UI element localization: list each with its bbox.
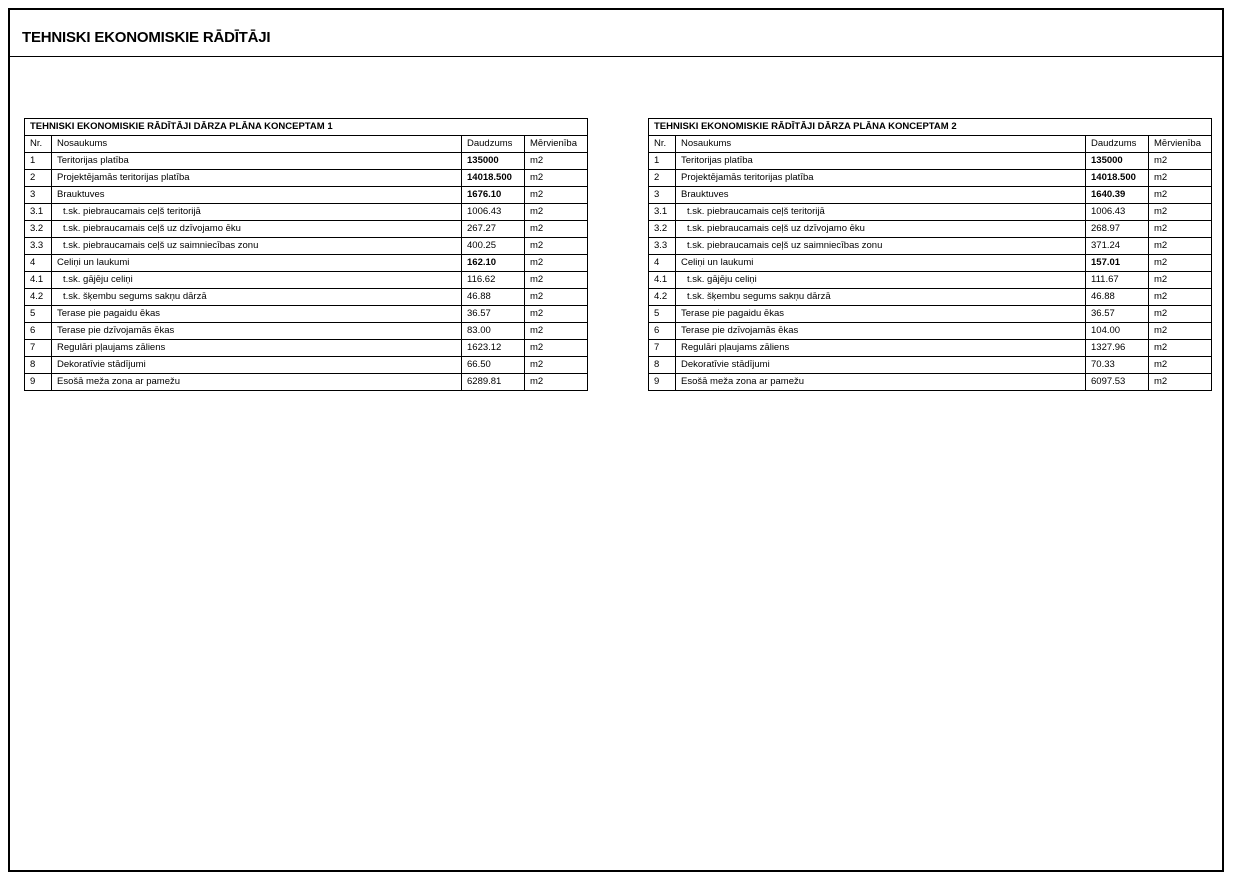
row-number: 8 [649,357,676,374]
row-unit: m2 [1149,340,1212,357]
column-header-qty: Daudzums [1086,136,1149,153]
table-row [649,204,1212,221]
row-quantity: 14018.500 [462,170,525,187]
row-number: 3.3 [649,238,676,255]
table-row [25,289,588,306]
row-name: Celiņi un laukumi [676,255,1086,272]
table-header-row [25,136,588,153]
row-number: 5 [25,306,52,323]
row-name: Regulāri pļaujams zāliens [52,340,462,357]
column-header-nr: Nr. [25,136,52,153]
row-quantity: 135000 [462,153,525,170]
row-unit: m2 [1149,357,1212,374]
row-quantity: 162.10 [462,255,525,272]
table-row [25,374,588,391]
row-number: 7 [25,340,52,357]
row-number: 4.2 [649,289,676,306]
row-unit: m2 [525,238,588,255]
row-unit: m2 [525,340,588,357]
row-quantity: 36.57 [462,306,525,323]
row-unit: m2 [1149,323,1212,340]
row-quantity: 46.88 [462,289,525,306]
row-quantity: 46.88 [1086,289,1149,306]
table-row [25,204,588,221]
row-quantity: 36.57 [1086,306,1149,323]
table-row [25,221,588,238]
row-name: t.sk. šķembu segums sakņu dārzā [52,289,462,306]
row-number: 4 [25,255,52,272]
row-name: t.sk. piebraucamais ceļš uz dzīvojamo ēku [52,221,462,238]
table-row [649,323,1212,340]
row-unit: m2 [1149,272,1212,289]
row-number: 6 [649,323,676,340]
row-unit: m2 [525,221,588,238]
row-number: 4.1 [25,272,52,289]
row-number: 5 [649,306,676,323]
table-caption: TEHNISKI EKONOMISKIE RĀDĪTĀJI DĀRZA PLĀNA KONCEPTAM 1 [25,119,588,136]
row-quantity: 1640.39 [1086,187,1149,204]
row-name: t.sk. piebraucamais ceļš uz dzīvojamo ēku [676,221,1086,238]
row-number: 3.2 [25,221,52,238]
row-name: Dekoratīvie stādījumi [676,357,1086,374]
row-number: 3 [25,187,52,204]
row-quantity: 1006.43 [1086,204,1149,221]
row-name: Brauktuves [52,187,462,204]
row-quantity: 70.33 [1086,357,1149,374]
row-unit: m2 [525,170,588,187]
row-number: 3.2 [649,221,676,238]
row-quantity: 6289.81 [462,374,525,391]
row-quantity: 1676.10 [462,187,525,204]
column-header-qty: Daudzums [462,136,525,153]
row-unit: m2 [525,255,588,272]
row-quantity: 1327.96 [1086,340,1149,357]
row-number: 4 [649,255,676,272]
row-number: 4.2 [25,289,52,306]
table-row [649,221,1212,238]
row-number: 3.1 [649,204,676,221]
row-unit: m2 [525,153,588,170]
row-name: t.sk. piebraucamais ceļš uz saimniecības zonu [676,238,1086,255]
table-row [649,340,1212,357]
table-row [25,272,588,289]
row-quantity: 371.24 [1086,238,1149,255]
row-quantity: 66.50 [462,357,525,374]
table-caption-row [649,119,1212,136]
table-row [25,340,588,357]
row-number: 1 [25,153,52,170]
row-unit: m2 [1149,187,1212,204]
row-unit: m2 [1149,221,1212,238]
row-name: Teritorijas platība [52,153,462,170]
row-number: 6 [25,323,52,340]
row-unit: m2 [1149,255,1212,272]
row-number: 3.1 [25,204,52,221]
row-quantity: 1623.12 [462,340,525,357]
table-row [649,357,1212,374]
table-row [649,170,1212,187]
table-row [25,238,588,255]
row-number: 2 [25,170,52,187]
row-number: 1 [649,153,676,170]
table-row [649,238,1212,255]
row-unit: m2 [525,187,588,204]
table-row [649,153,1212,170]
table-row [649,272,1212,289]
table-row [649,306,1212,323]
row-quantity: 157.01 [1086,255,1149,272]
row-number: 7 [649,340,676,357]
sheet-header [10,10,1222,57]
row-quantity: 83.00 [462,323,525,340]
row-unit: m2 [525,204,588,221]
row-name: t.sk. piebraucamais ceļš uz saimniecības zonu [52,238,462,255]
row-name: Terase pie dzīvojamās ēkas [52,323,462,340]
column-header-name: Nosaukums [676,136,1086,153]
table-row [25,306,588,323]
row-name: Teritorijas platība [676,153,1086,170]
table-row [649,289,1212,306]
table-caption-row [25,119,588,136]
table-row [649,187,1212,204]
row-unit: m2 [1149,204,1212,221]
row-quantity: 135000 [1086,153,1149,170]
column-header-unit: Mērvienība [1149,136,1212,153]
row-quantity: 1006.43 [462,204,525,221]
row-name: Brauktuves [676,187,1086,204]
row-unit: m2 [1149,153,1212,170]
table-row [25,357,588,374]
row-name: t.sk. piebraucamais ceļš teritorijā [676,204,1086,221]
row-name: t.sk. piebraucamais ceļš teritorijā [52,204,462,221]
indicators-table-concept-1 [24,118,588,391]
row-number: 4.1 [649,272,676,289]
row-unit: m2 [1149,374,1212,391]
indicators-table-concept-2 [648,118,1212,391]
row-number: 3 [649,187,676,204]
row-quantity: 14018.500 [1086,170,1149,187]
row-quantity: 116.62 [462,272,525,289]
row-quantity: 111.67 [1086,272,1149,289]
row-number: 3.3 [25,238,52,255]
table-row [25,153,588,170]
table-caption: TEHNISKI EKONOMISKIE RĀDĪTĀJI DĀRZA PLĀNA KONCEPTAM 2 [649,119,1212,136]
column-header-nr: Nr. [649,136,676,153]
table-row [649,255,1212,272]
row-name: Dekoratīvie stādījumi [52,357,462,374]
table-row [25,187,588,204]
row-name: Terase pie pagaidu ēkas [52,306,462,323]
row-name: t.sk. šķembu segums sakņu dārzā [676,289,1086,306]
table-row [25,323,588,340]
table-row [25,255,588,272]
row-quantity: 104.00 [1086,323,1149,340]
row-name: t.sk. gājēju celiņi [676,272,1086,289]
row-unit: m2 [525,374,588,391]
row-quantity: 267.27 [462,221,525,238]
row-unit: m2 [525,272,588,289]
row-unit: m2 [1149,306,1212,323]
row-unit: m2 [525,306,588,323]
row-name: Regulāri pļaujams zāliens [676,340,1086,357]
row-name: Esošā meža zona ar pamežu [676,374,1086,391]
row-name: Projektējamās teritorijas platība [676,170,1086,187]
row-name: Projektējamās teritorijas platība [52,170,462,187]
table-row [649,374,1212,391]
row-name: t.sk. gājēju celiņi [52,272,462,289]
page-title: TEHNISKI EKONOMISKIE RĀDĪTĀJI [22,29,271,46]
row-name: Terase pie pagaidu ēkas [676,306,1086,323]
row-quantity: 6097.53 [1086,374,1149,391]
row-quantity: 268.97 [1086,221,1149,238]
row-number: 9 [25,374,52,391]
column-header-unit: Mērvienība [525,136,588,153]
row-number: 2 [649,170,676,187]
row-unit: m2 [1149,170,1212,187]
row-unit: m2 [525,289,588,306]
row-unit: m2 [1149,238,1212,255]
row-number: 9 [649,374,676,391]
row-name: Celiņi un laukumi [52,255,462,272]
row-quantity: 400.25 [462,238,525,255]
row-name: Terase pie dzīvojamās ēkas [676,323,1086,340]
row-number: 8 [25,357,52,374]
column-header-name: Nosaukums [52,136,462,153]
row-unit: m2 [525,357,588,374]
row-name: Esošā meža zona ar pamežu [52,374,462,391]
table-row [25,170,588,187]
row-unit: m2 [525,323,588,340]
table-header-row [649,136,1212,153]
row-unit: m2 [1149,289,1212,306]
